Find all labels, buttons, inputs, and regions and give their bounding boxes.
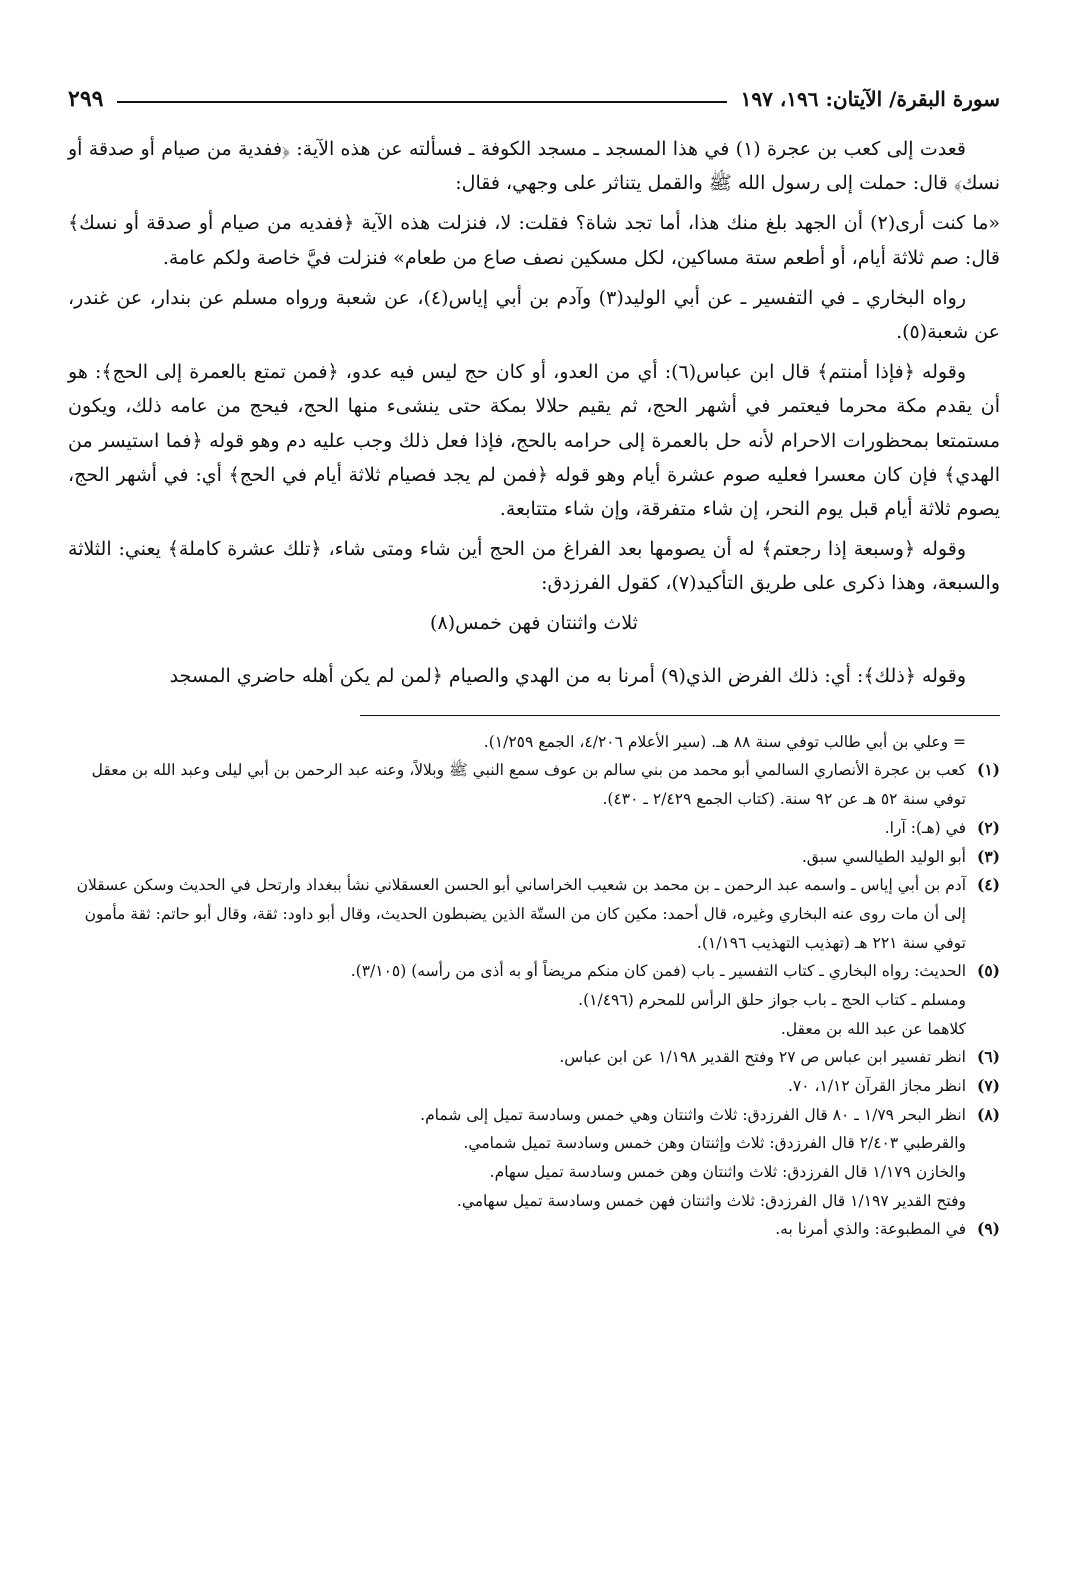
footnote-number: (٤) (976, 875, 1000, 895)
footnote-number: (٧) (976, 1075, 1000, 1095)
footnote-line: والخازن ١/١٧٩ قال الفرزدق: ثلاث واثنتان وهن خمس وسادسة تميل سهام. (489, 1162, 966, 1181)
main-text (68, 132, 1000, 693)
running-title: سورة البقرة/ الآيتان: ١٩٦، ١٩٧ (740, 87, 1000, 111)
footnote-text: في (هـ): آرا. (884, 818, 966, 837)
footnote-6 (68, 1043, 1000, 1072)
poetry-verse: ثلاث واثنتان فهن خمس(٨) (430, 612, 638, 635)
footnote-1 (68, 756, 1000, 813)
footnote-text (68, 1101, 966, 1216)
footnote-3 (68, 843, 1000, 872)
footnote-8 (68, 1101, 1000, 1216)
footnote-text: آدم بن أبي إياس ـ واسمه عبد الرحمن ـ بن محمد بن شعيب الخراساني أبو الحسن العسقلاني نشأ ببغداد وارتحل في الحديث وسكن عسقلان إلى أن مات روى عنه البخاري وغيره، قال أحمد: مكين كان من الستّة الذين يضبطون الحديث، وقال أبو داود: ثقة، وقال أبو حاتم: ثقة مأمون توفي سنة ٢٢١ هـ (تهذيب التهذيب ١/١٩٦). (76, 876, 966, 952)
footnote-line: ومسلم ـ كتاب الحج ـ باب جواز حلق الرأس للمحرم (١/٤٩٦). (578, 990, 966, 1009)
footnote-line: الحديث: رواه البخاري ـ كتاب التفسير ـ باب (فمن كان منكم مريضاً أو به أذى من رأسه) (٣/١٠٥). (350, 962, 966, 981)
page-number: ٢٩٩ (68, 86, 104, 112)
footnote-text (68, 957, 966, 1043)
footnote-text: في المطبوعة: والذي أمرنا به. (775, 1220, 966, 1239)
paragraph-6: وقوله ﴿ذلك﴾: أي: ذلك الفرض الذي(٩) أمرنا به من الهدي والصيام ﴿لمن لم يكن أهله حاضري المسجد (169, 664, 966, 687)
footnote-number: (٣) (976, 846, 1000, 866)
footnote-line: وفتح القدير ١/١٩٧ قال الفرزدق: ثلاث واثنتان فهن خمس وسادسة تميل سهامي. (456, 1191, 966, 1210)
footnotes (68, 728, 1000, 1244)
footnote-line: كلاهما عن عبد الله بن معقل. (780, 1019, 966, 1038)
footnote-number: (١) (976, 760, 1000, 780)
header-rule (117, 101, 726, 103)
paragraph-1: قعدت إلى كعب بن عجرة (١) في هذا المسجد ـ مسجد الكوفة ـ فسألته عن هذه الآية: ﴿ففدية من صيام أو صدقة أو نسك﴾ قال: حملت إلى رسول الله ﷺ والقمل يتناثر على وجهي، فقال: (68, 138, 1000, 195)
footnote-continuation: = وعلي بن أبي طالب توفي سنة ٨٨ هـ. (سير الأعلام ٤/٢٠٦، الجمع ١/٢٥٩). (483, 732, 966, 751)
footnote-number: (٩) (976, 1219, 1000, 1239)
footnote-5 (68, 957, 1000, 1043)
footnote-7 (68, 1072, 1000, 1101)
footnote-4 (68, 871, 1000, 957)
footnote-separator (360, 715, 1000, 716)
paragraph-4: وقوله ﴿فإذا أمنتم﴾ قال ابن عباس(٦): أي من العدو، أو كان حج ليس فيه عدو، ﴿فمن تمتع بالعمرة إلى الحج﴾: هو أن يقدم مكة محرما فيعتمر في أشهر الحج، ثم يقيم حلالا بمكة حتى ينشىء منها الحج، فيحج من عامه ذلك، ويكون مستمتعا بمحظورات الاحرام لأنه حل بالعمرة إلى حرامه بالحج، فإذا فعل ذلك وجب عليه دم وهو قوله ﴿فما استيسر من الهدي﴾ فإن كان معسرا فعليه صوم عشرة أيام وهو قوله ﴿فمن لم يجد فصيام ثلاثة أيام في الحج﴾ أي: في أشهر الحج، يصوم ثلاثة أيام قبل يوم النحر، إن شاء متفرقة، وإن شاء متتابعة. (68, 361, 1000, 520)
page-header (68, 82, 1000, 116)
footnote-text: أبو الوليد الطيالسي سبق. (801, 847, 966, 866)
footnote-text: انظر مجاز القرآن ١/١٢، ٧٠. (787, 1076, 966, 1095)
footnote-number: (٢) (976, 817, 1000, 837)
footnote-line: انظر البحر ١/٧٩ ـ ٨٠ قال الفرزدق: ثلاث واثنتان وهي خمس وسادسة تميل إلى شمام. (420, 1105, 966, 1124)
footnote-line: والقرطبي ٢/٤٠٣ قال الفرزدق: ثلاث وإثنتان وهن خمس وسادسة تميل شمامي. (463, 1134, 966, 1153)
footnote-number: (٨) (976, 1104, 1000, 1124)
paragraph-5: وقوله ﴿وسبعة إذا رجعتم﴾ له أن يصومها بعد الفراغ من الحج أين شاء ومتى شاء، ﴿تلك عشرة كاملة﴾ يعني: الثلاثة والسبعة، وهذا ذكرى على طريق التأكيد(٧)، كقول الفرزدق: (68, 538, 1000, 595)
paragraph-2: «ما كنت أرى(٢) أن الجهد بلغ منك هذا، أما تجد شاة؟ فقلت: لا، فنزلت هذه الآية ﴿ففديه من صيام أو صدقة أو نسك﴾ قال: صم ثلاثة أيام، أو أطعم ستة مساكين، لكل مسكين نصف صاع من طعام» فنزلت فيَّ خاصة ولكم عامة. (68, 212, 1000, 269)
footnote-text: كعب بن عجرة الأنصاري السالمي أبو محمد من بني سالم بن عوف سمع النبي ﷺ وبلالاً، وعنه عبد الرحمن بن أبي ليلى وعبد الله بن معقل توفي سنة ٥٢ هـ عن ٩٢ سنة. (كتاب الجمع ٢/٤٢٩ ـ ٤٣٠). (91, 761, 966, 809)
footnote-text: انظر تفسير ابن عباس ص ٢٧ وفتح القدير ١/١٩٨ عن ابن عباس. (559, 1048, 966, 1067)
footnote-number: (٥) (976, 961, 1000, 981)
paragraph-3: رواه البخاري ـ في التفسير ـ عن أبي الوليد(٣) وآدم بن أبي إياس(٤)، عن شعبة ورواه مسلم عن بندار، عن غندر، عن شعبة(٥). (68, 286, 1000, 343)
footnote-2 (68, 814, 1000, 843)
footnote-9 (68, 1215, 1000, 1244)
footnote-number: (٦) (976, 1047, 1000, 1067)
